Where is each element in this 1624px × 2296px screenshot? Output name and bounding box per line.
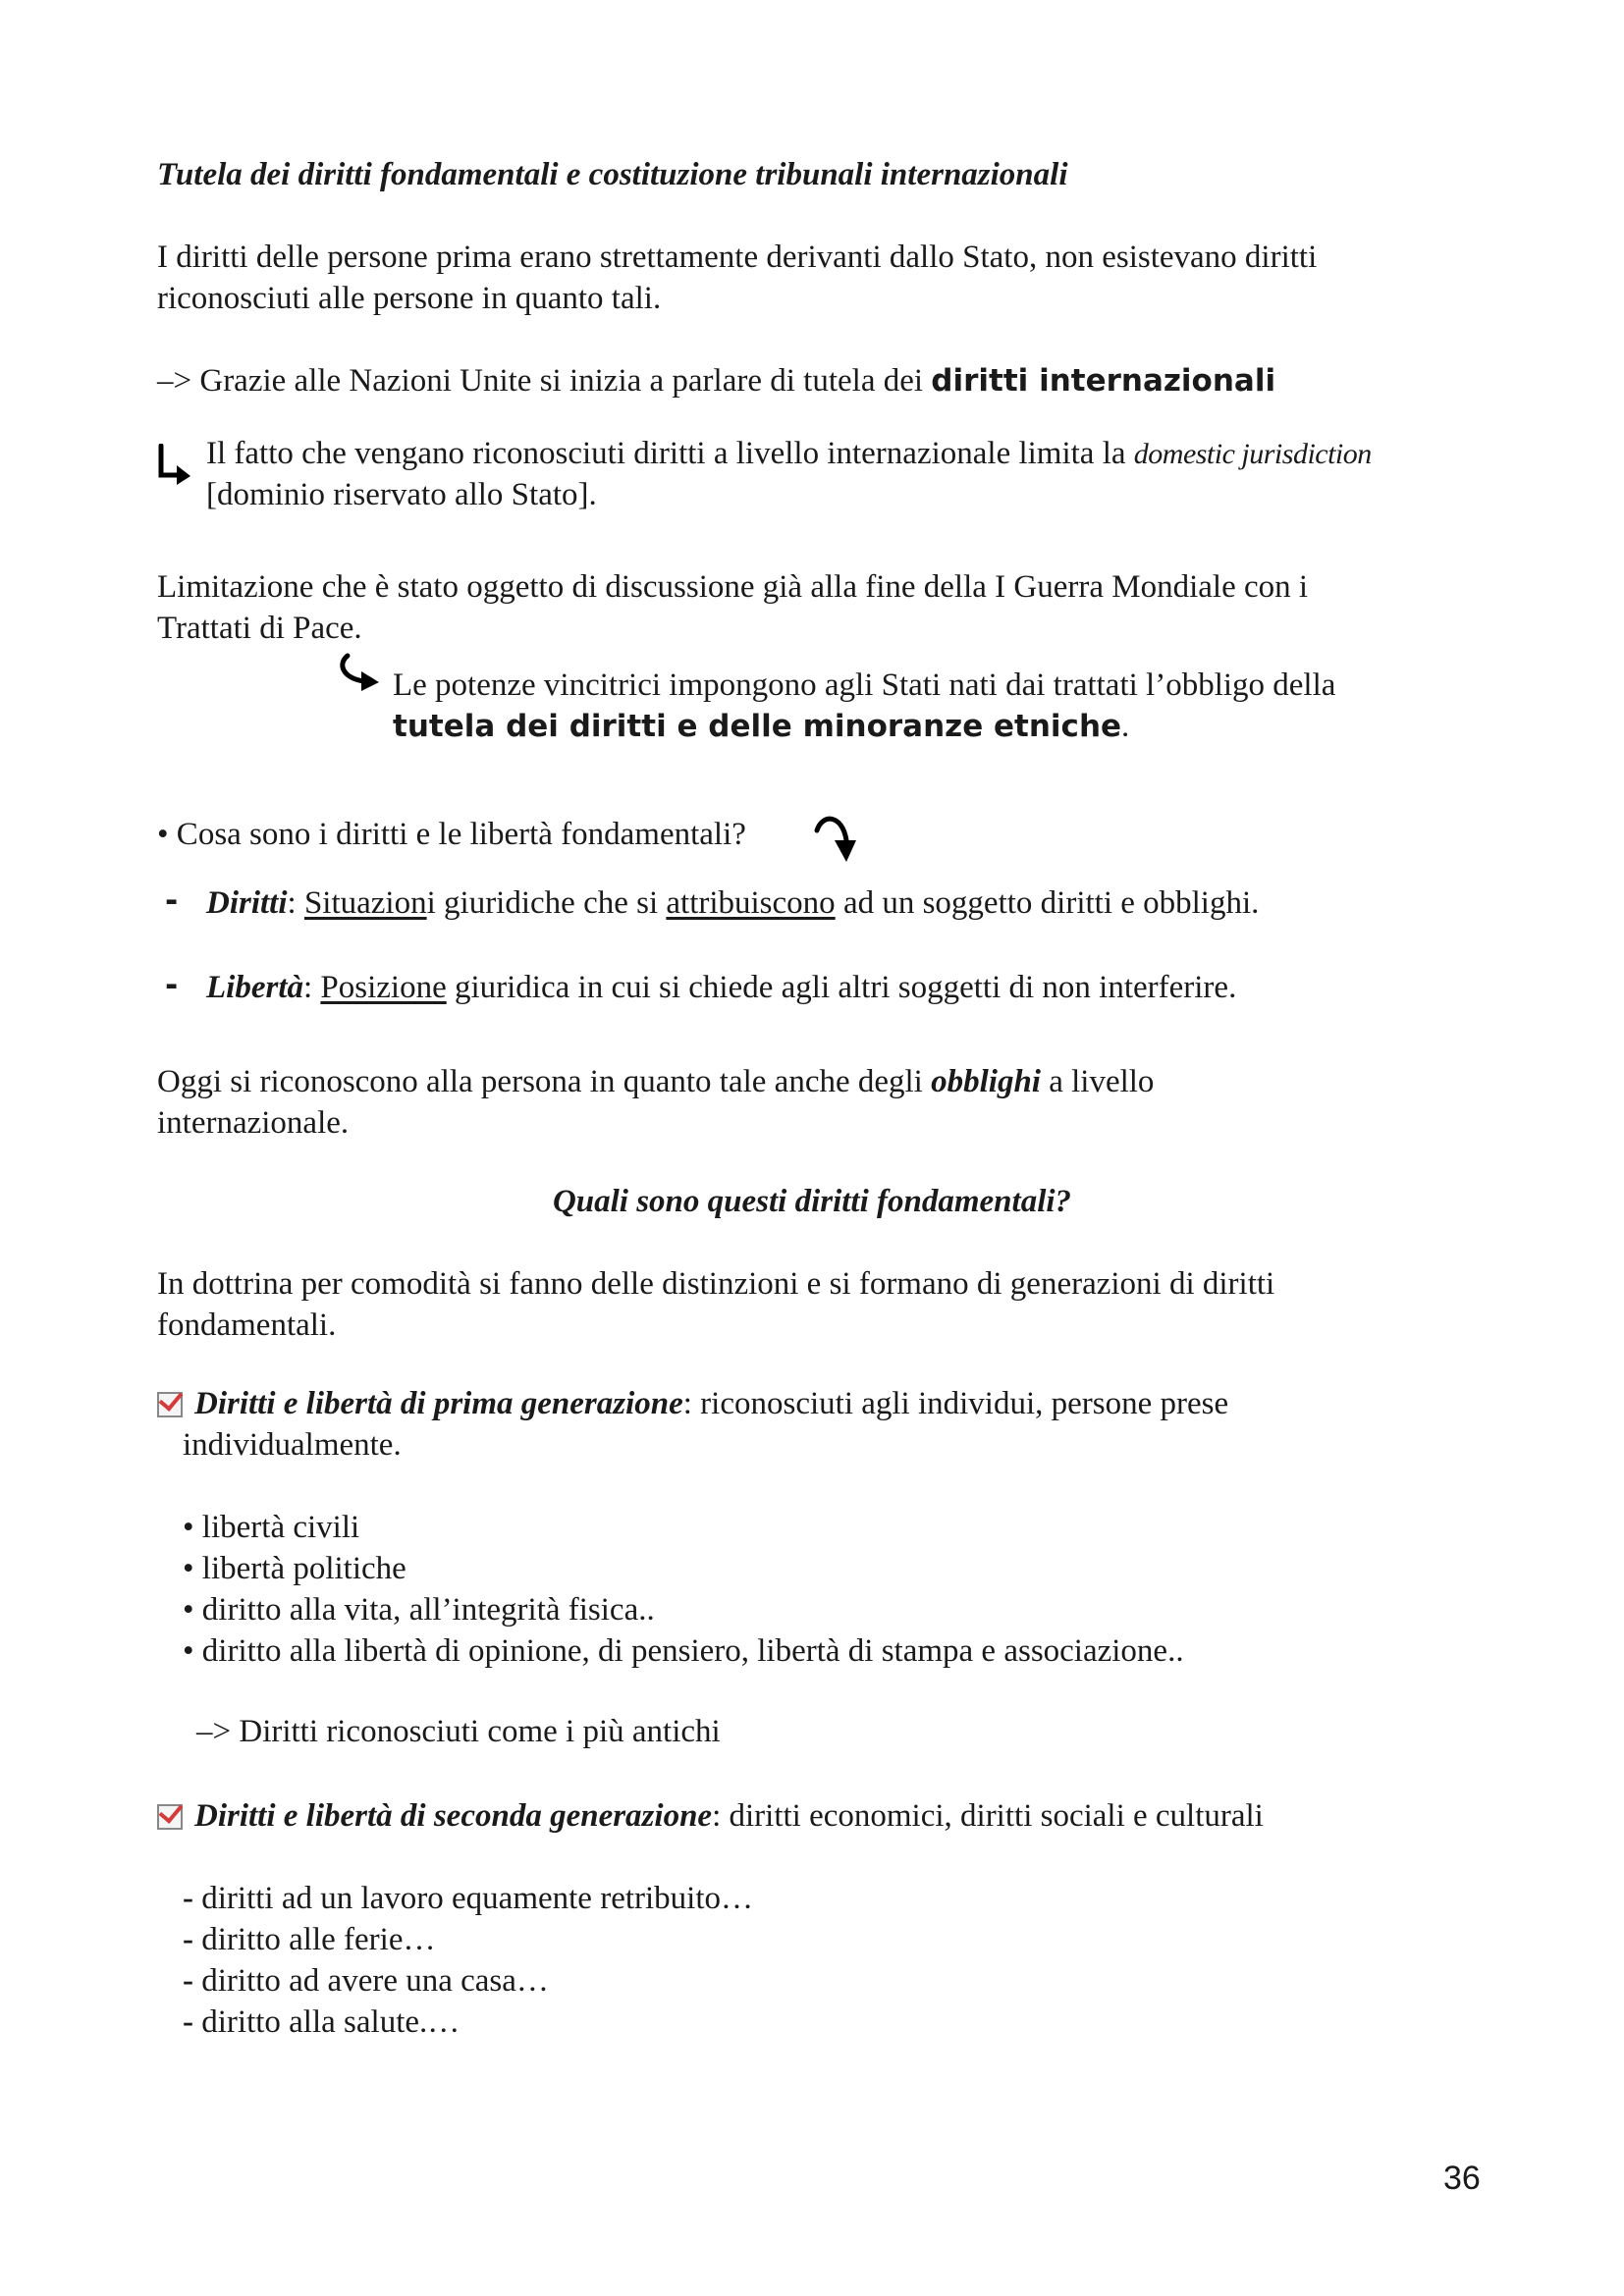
- definition-underlined: Posizione: [320, 970, 447, 1005]
- paragraph-3-bold: obblighi: [931, 1064, 1041, 1099]
- list-item: [183, 1918, 436, 1961]
- list-item: • diritto alla vita, all’integrità fisica..: [183, 1592, 655, 1628]
- gen2-heading: [194, 1794, 1264, 1838]
- list-item: [183, 1877, 753, 1920]
- note-2-line-2: [393, 705, 1129, 748]
- list-item: • libertà civili: [183, 1510, 360, 1545]
- gen2-desc: : diritti economici, diritti sociali e culturali: [712, 1798, 1264, 1834]
- definition-colon: :: [302, 970, 321, 1005]
- paragraph-1-line-1: I diritti delle persone prima erano strettamente derivanti dallo Stato, non esistevano diritti: [157, 240, 1318, 275]
- list-item-text: diritto alle ferie…: [201, 1922, 436, 1957]
- gen1-line-2: individualmente.: [183, 1427, 402, 1463]
- checkbox-checked-icon: [157, 1804, 183, 1830]
- definition-liberta: [206, 966, 1236, 1009]
- gen1-heading: [194, 1382, 1228, 1425]
- paragraph-2-line-2: Trattati di Pace.: [157, 611, 362, 646]
- paragraph-3-text: Oggi si riconoscono alla persona in quanto tale anche degli: [157, 1064, 932, 1099]
- dash-marker: -: [183, 1963, 202, 1999]
- curved-arrow-icon: [338, 652, 385, 699]
- list-item-text: diritti ad un lavoro equamente retribuito…: [201, 1881, 754, 1916]
- list-item-text: diritto ad avere una casa…: [201, 1963, 549, 1999]
- paragraph-3-line-1: [157, 1060, 1154, 1103]
- section-subtitle: Quali sono questi diritti fondamentali?: [552, 1184, 1072, 1219]
- paragraph-3-suffix: a livello: [1040, 1064, 1155, 1099]
- note-2-bold: tutela dei diritti e delle minoranze etniche: [393, 709, 1122, 744]
- dash-marker: -: [165, 881, 179, 919]
- page-title: Tutela dei diritti fondamentali e costituzione tribunali internazionali: [157, 157, 1068, 192]
- paragraph-3-line-2: internazionale.: [157, 1105, 350, 1141]
- page-number: 36: [1443, 2160, 1481, 2197]
- definition-diritti: [206, 881, 1259, 925]
- dash-marker: -: [183, 2004, 202, 2040]
- list-item-text: diritto alla salute.…: [201, 2004, 460, 2040]
- definition-term: Libertà: [206, 970, 303, 1005]
- curved-arrow-icon: [813, 811, 868, 868]
- note-1-line-1: [206, 432, 1372, 476]
- dash-marker: -: [165, 966, 179, 1003]
- list-item: [183, 1959, 549, 2002]
- curved-arrow-icon: [155, 444, 194, 489]
- gen1-note: –> Diritti riconosciuti come i più antichi: [196, 1714, 721, 1749]
- dash-marker: -: [183, 1922, 202, 1957]
- note-1-italic: domestic jurisdiction: [1133, 438, 1372, 470]
- arrow-line-1: [157, 359, 1275, 402]
- note-2-end: .: [1121, 709, 1130, 744]
- definition-colon: :: [287, 885, 304, 921]
- paragraph-2-line-1: Limitazione che è stato oggetto di discussione già alla fine della I Guerra Mondiale con i: [157, 569, 1309, 605]
- note-1-text: Il fatto che vengano riconosciuti diritti a livello internazionale limita la: [206, 436, 1134, 471]
- paragraph-4-line-2: fondamentali.: [157, 1308, 337, 1343]
- definition-text: giuridica in cui si chiede agli altri soggetti di non interferire.: [446, 970, 1237, 1005]
- definition-text: i giuridiche che si: [426, 885, 667, 921]
- note-1-line-2: [dominio riservato allo Stato].: [206, 477, 597, 512]
- note-2-line-1: Le potenze vincitrici impongono agli Stati nati dai trattati l’obbligo della: [393, 667, 1336, 703]
- list-item: • libertà politiche: [183, 1551, 406, 1586]
- definition-text: ad un soggetto diritti e obblighi.: [835, 885, 1260, 921]
- list-item: • diritto alla libertà di opinione, di pensiero, libertà di stampa e associazione..: [183, 1633, 1184, 1669]
- gen2-title: Diritti e libertà di seconda generazione: [194, 1798, 713, 1834]
- gen1-title: Diritti e libertà di prima generazione: [194, 1386, 683, 1421]
- paragraph-1-line-2: riconosciuti alle persone in quanto tali.: [157, 281, 662, 316]
- arrow-line-1-bold: diritti internazionali: [931, 363, 1276, 399]
- list-item: [183, 2001, 460, 2044]
- definition-underlined: Situazion: [303, 885, 427, 921]
- definition-underlined: attribuiscono: [666, 885, 836, 921]
- gen1-desc: : riconosciuti agli individui, persone prese: [682, 1386, 1229, 1421]
- dash-marker: -: [183, 1881, 202, 1916]
- definition-term: Diritti: [206, 885, 288, 921]
- question-1: • Cosa sono i diritti e le libertà fondamentali?: [157, 817, 746, 852]
- arrow-line-1-text: –> Grazie alle Nazioni Unite si inizia a parlare di tutela dei: [157, 363, 932, 399]
- paragraph-4-line-1: In dottrina per comodità si fanno delle distinzioni e si formano di generazioni di diritti: [157, 1266, 1275, 1302]
- checkbox-checked-icon: [157, 1392, 183, 1417]
